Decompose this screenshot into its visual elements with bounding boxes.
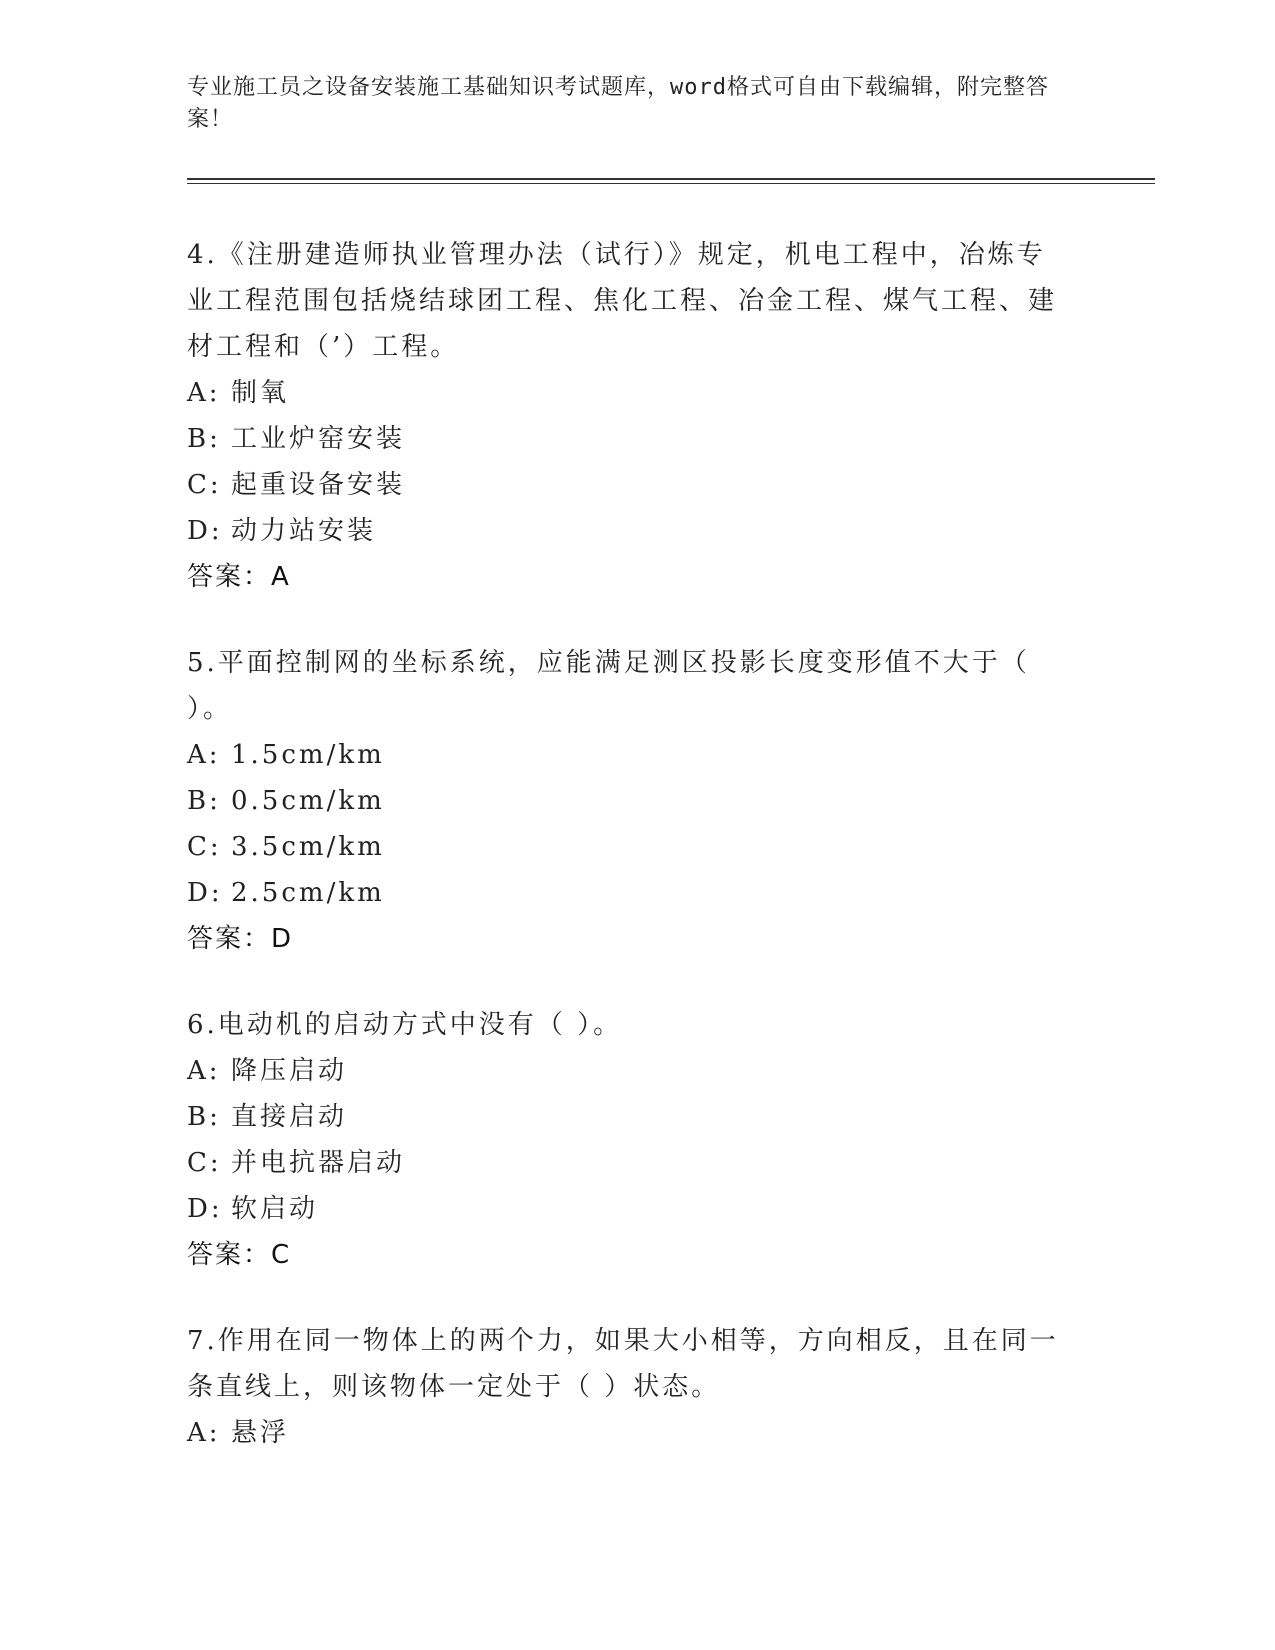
option-text: 1.5cm/km xyxy=(231,740,385,770)
option-letter: B: xyxy=(187,424,221,454)
option-letter: C: xyxy=(187,832,222,862)
option-letter: A: xyxy=(187,1418,221,1448)
option-letter: B: xyxy=(187,1102,221,1132)
question-list xyxy=(187,232,1067,1456)
option-a xyxy=(187,1048,1067,1094)
option-text: 工业炉窑安装 xyxy=(231,424,406,454)
option-d xyxy=(187,870,1067,916)
option-b xyxy=(187,416,1067,462)
question-text: 6.电动机的启动方式中没有（ ）。 xyxy=(187,1010,623,1040)
question-5 xyxy=(187,640,1067,962)
option-d xyxy=(187,508,1067,554)
option-d xyxy=(187,1186,1067,1232)
option-text: 直接启动 xyxy=(231,1102,348,1132)
option-letter: A: xyxy=(187,378,221,408)
option-letter: D: xyxy=(187,1194,223,1224)
answer-line: 答案：C xyxy=(187,1240,292,1270)
option-text: 0.5cm/km xyxy=(231,786,385,816)
answer-line: 答案：A xyxy=(187,562,291,592)
option-c xyxy=(187,824,1067,870)
option-letter: B: xyxy=(187,786,221,816)
option-c xyxy=(187,462,1067,508)
option-letter: A: xyxy=(187,740,221,770)
option-letter: D: xyxy=(187,878,223,908)
option-text: 并电抗器启动 xyxy=(231,1148,406,1178)
document-header: 专业施工员之设备安装施工基础知识考试题库，word格式可自由下载编辑，附完整答案！ xyxy=(187,75,1049,132)
option-letter: D: xyxy=(187,516,223,546)
option-a xyxy=(187,732,1067,778)
option-text: 软启动 xyxy=(231,1194,319,1224)
header-divider-thin xyxy=(187,183,1155,184)
question-4 xyxy=(187,232,1067,600)
question-6 xyxy=(187,1002,1067,1278)
question-text: 5.平面控制网的坐标系统，应能满足测区投影长度变形值不大于（ ）。 xyxy=(187,648,1030,724)
option-letter: A: xyxy=(187,1056,221,1086)
option-text: 悬浮 xyxy=(231,1418,290,1448)
option-c xyxy=(187,1140,1067,1186)
question-7 xyxy=(187,1318,1067,1456)
option-text: 动力站安装 xyxy=(231,516,377,546)
option-letter: C: xyxy=(187,1148,222,1178)
option-text: 制氧 xyxy=(231,378,290,408)
header-divider-thick xyxy=(187,178,1155,180)
option-a xyxy=(187,370,1067,416)
option-a xyxy=(187,1410,1067,1456)
answer-line: 答案：D xyxy=(187,924,294,954)
option-text: 2.5cm/km xyxy=(231,878,385,908)
option-text: 3.5cm/km xyxy=(231,832,385,862)
option-text: 降压启动 xyxy=(231,1056,348,1086)
question-text: 4.《注册建造师执业管理办法（试行）》规定，机电工程中，冶炼专业工程范围包括烧结球团工程、焦化工程、冶金工程、煤气工程、建材工程和（’）工程。 xyxy=(187,240,1058,362)
question-text: 7.作用在同一物体上的两个力，如果大小相等，方向相反，且在同一条直线上，则该物体一定处于（ ）状态。 xyxy=(187,1326,1059,1402)
option-letter: C: xyxy=(187,470,222,500)
option-text: 起重设备安装 xyxy=(231,470,406,500)
option-b xyxy=(187,778,1067,824)
option-b xyxy=(187,1094,1067,1140)
